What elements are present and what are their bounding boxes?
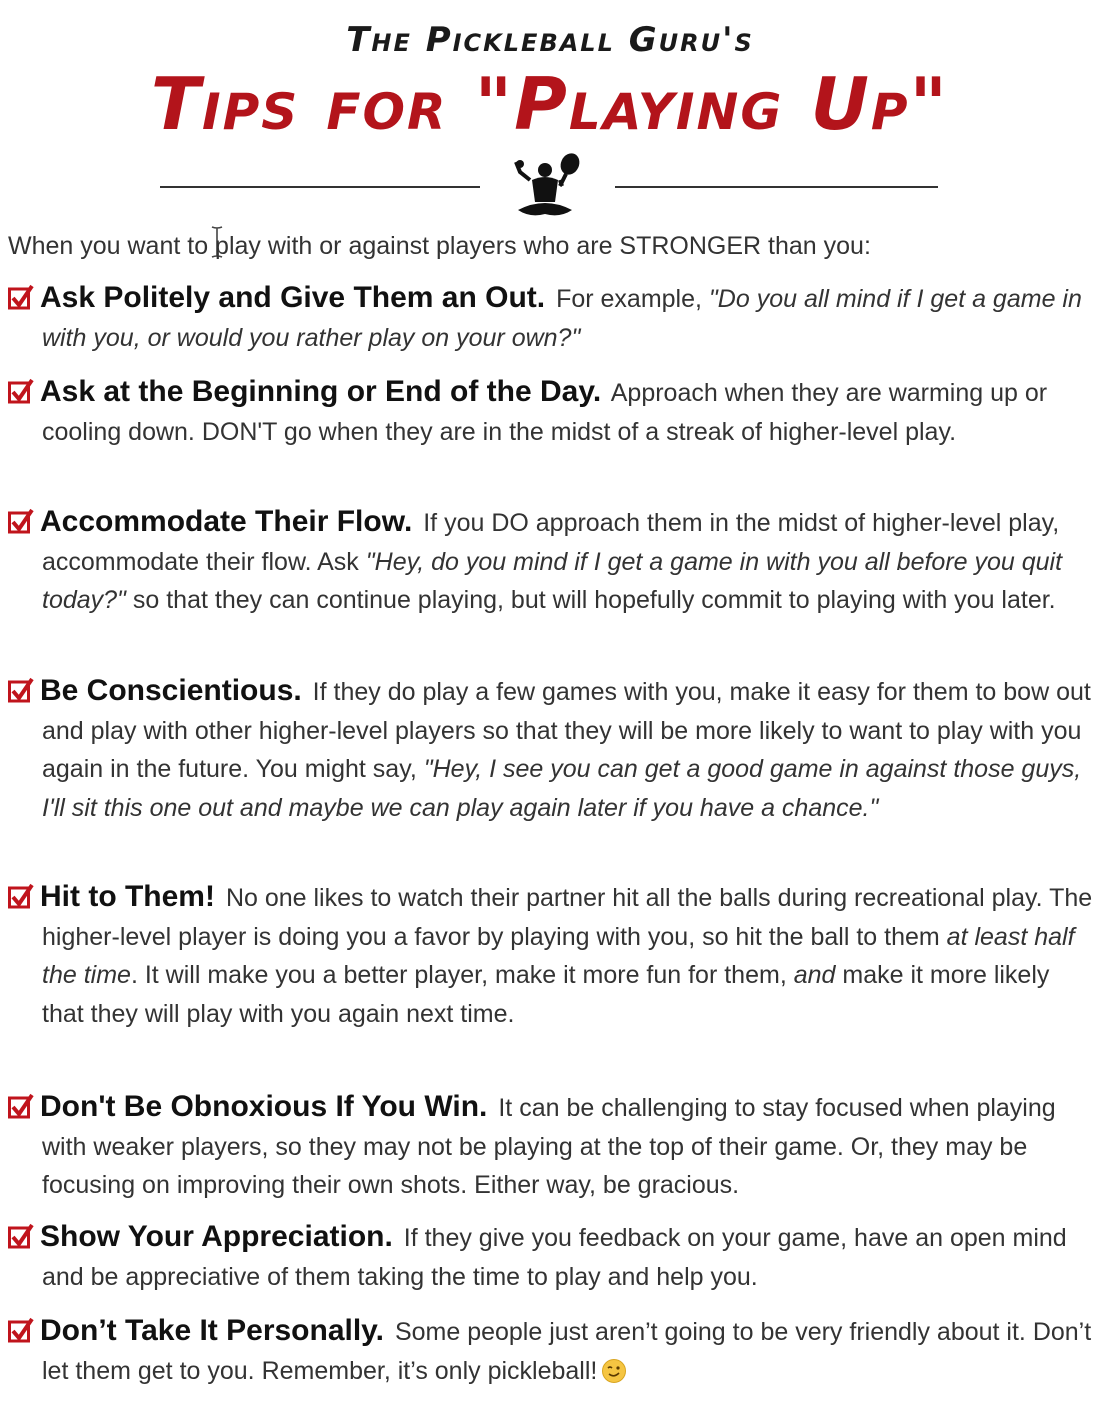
checked-box-icon (8, 1093, 34, 1119)
tip-heading: Don't Be Obnoxious If You Win. (40, 1090, 488, 1123)
divider-left (160, 186, 480, 188)
tip-body: For example, (556, 285, 702, 313)
tip-body: . It will make you a better player, make it more fun for them, (130, 961, 787, 989)
tip-beginning-end (8, 373, 1098, 451)
checked-box-icon (8, 883, 34, 909)
checked-box-icon (8, 1317, 34, 1343)
tip-heading: Ask at the Beginning or End of the Day. (40, 375, 602, 408)
tip-quote: "Hey, do you mind if I get a game in with you all before you quit today?" (42, 547, 1063, 614)
tip-body: Approach when they are warming up or cooling down. DON'T go when they are in the midst of a streak of higher-level play. (42, 379, 1048, 446)
tip-heading: Don’t Take It Personally. (40, 1314, 384, 1347)
checked-box-icon (8, 284, 34, 310)
tip-body: If they do play a few games with you, make it easy for them to bow out and play with other higher-level players so that they will be more likely to want to play with you again in the future. You might say, (42, 678, 1091, 783)
tip-body: If they give you feedback on your game, have an open mind and be appreciative of them taking the time to play and help you. (42, 1224, 1067, 1291)
tip-quote: "Hey, I see you can get a good game in against those guys, I'll sit this one out and maybe we can play again later if you have a chance." (42, 755, 1082, 822)
tip-ask-politely (8, 279, 1098, 357)
tip-emphasis: and (793, 961, 836, 989)
tip-emphasis: at least half the time (42, 922, 1075, 989)
tip-body: Some people just aren’t going to be very friendly about it. Don’t let them get to you. Remember, it’s only pickleball! (42, 1318, 1092, 1385)
divider-right (615, 186, 938, 188)
tip-not-obnoxious (8, 1088, 1098, 1205)
tip-hit-to-them (8, 878, 1098, 1033)
winking-emoji-icon (601, 1358, 627, 1384)
tip-appreciation (8, 1218, 1098, 1296)
tip-heading: Be Conscientious. (40, 674, 302, 707)
tip-heading: Ask Politely and Give Them an Out. (40, 281, 546, 314)
checked-box-icon (8, 508, 34, 534)
tip-heading: Hit to Them! (40, 880, 215, 913)
tip-heading: Accommodate Their Flow. (40, 505, 413, 538)
pickleball-guru-logo-icon (500, 150, 590, 225)
tip-body: so that they can continue playing, but will hopefully commit to playing with you later. (132, 586, 1056, 614)
intro-text: When you want to play with or against players who are STRONGER than you: (8, 232, 871, 260)
tip-body: If you DO approach them in the midst of higher-level play, accommodate their flow. Ask (42, 509, 1060, 576)
checked-box-icon (8, 677, 34, 703)
tip-quote: "Do you all mind if I get a game in with you, or would you rather play on your own?" (42, 285, 1082, 352)
checked-box-icon (8, 378, 34, 404)
tip-body: No one likes to watch their partner hit all the balls during recreational play. The higher-level player is doing you a favor by playing with you, so hit the ball to them (42, 884, 1093, 951)
tip-accommodate-flow (8, 503, 1098, 620)
tip-heading: Show Your Appreciation. (40, 1220, 393, 1253)
checked-box-icon (8, 1223, 34, 1249)
tip-body: make it more likely that they will play with you again next time. (42, 961, 1050, 1028)
supertitle: The Pickleball Guru's (346, 20, 754, 60)
page-title: Tips for "Playing Up" (150, 62, 950, 146)
tip-not-personal (8, 1312, 1098, 1390)
tip-body: It can be challenging to stay focused when playing with weaker players, so they may not be playing at the top of their game. Or, they may be focusing on improving their own shots. Either way, be gracious. (42, 1094, 1056, 1199)
tip-conscientious (8, 672, 1098, 827)
